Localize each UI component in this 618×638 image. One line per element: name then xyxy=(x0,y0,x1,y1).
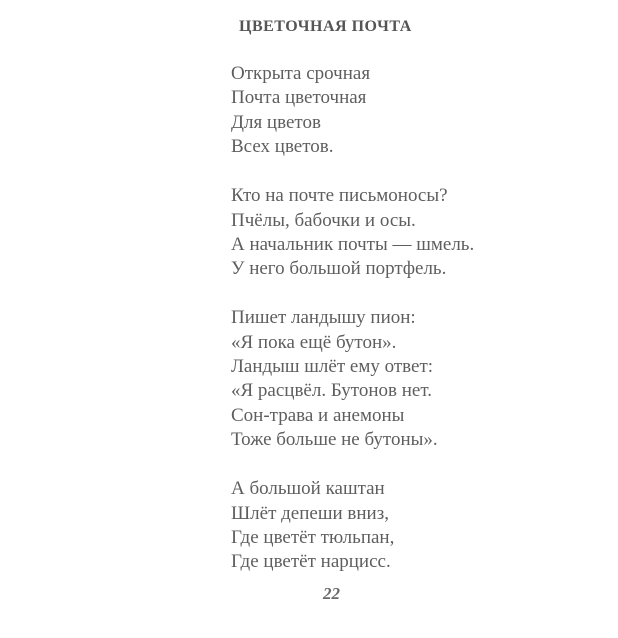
poem-line: А большой каштан xyxy=(231,478,385,500)
poem-line: Всех цветов. xyxy=(231,136,334,158)
poem-line: Сон-трава и анемоны xyxy=(231,404,405,426)
poem-line: Открыта срочная xyxy=(231,63,371,84)
poem-line: Ландыш шлёт ему ответ: xyxy=(231,356,434,378)
poem-line: Для цветов xyxy=(231,111,321,133)
poem-line: Шлёт депеши вниз, xyxy=(231,502,389,524)
poem-body xyxy=(231,62,474,599)
poem-line: Пишет ландышу пион: xyxy=(231,307,416,329)
poem-line: Почта цветочная xyxy=(231,87,367,109)
poem-line: «Я пока ещё бутон». xyxy=(231,331,397,353)
stanza-3 xyxy=(231,306,474,452)
page-number: 22 xyxy=(323,584,340,603)
poem-line: Где цветёт тюльпан, xyxy=(231,527,395,548)
poem-line: Тоже больше не бутоны». xyxy=(231,429,438,451)
poem-line: У него большой портфель. xyxy=(231,258,447,280)
stanza-2 xyxy=(231,184,474,282)
stanza-4 xyxy=(231,477,474,575)
poem-line: Пчёлы, бабочки и осы. xyxy=(231,209,416,231)
stanza-1 xyxy=(231,62,474,160)
poem-line: «Я расцвёл. Бутонов нет. xyxy=(231,380,432,402)
poem-line: А начальник почты — шмель. xyxy=(231,233,475,255)
poem-line: Где цветёт нарцисс. xyxy=(231,551,391,573)
poem-line: Кто на почте письмоносы? xyxy=(231,185,448,207)
poem-title: ЦВЕТОЧНАЯ ПОЧТА xyxy=(239,18,412,35)
